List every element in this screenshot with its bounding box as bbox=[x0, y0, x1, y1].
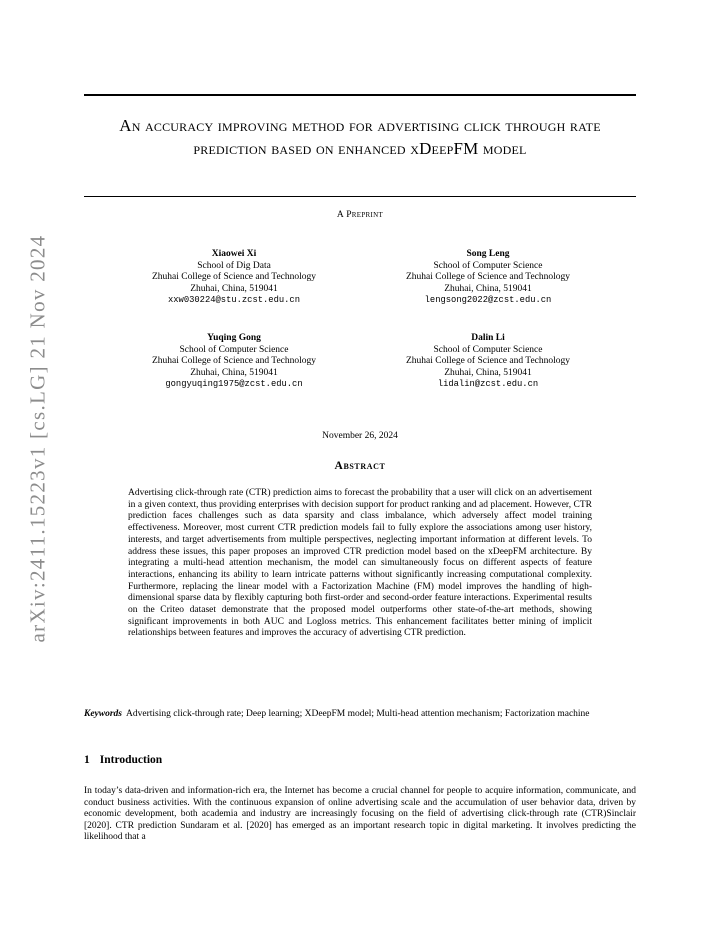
author-email: lidalin@zcst.edu.cn bbox=[437, 379, 539, 389]
arxiv-identifier-text: arXiv:2411.15223v1 [cs.LG] 21 Nov 2024 bbox=[25, 234, 50, 642]
section-number: 1 bbox=[84, 754, 90, 766]
author-email: xxw030224@stu.zcst.edu.cn bbox=[168, 295, 300, 305]
author-block bbox=[368, 249, 608, 307]
author-name: Yuqing Gong bbox=[207, 333, 261, 343]
abstract-text: Advertising click-through rate (CTR) prediction aims to forecast the probability that a user will click on an advertisement in a given context, thus providing enterprises with decision support for product ranking and ad placement. However, CTR prediction faces challenges such as data sparsity and class imbalance, which adversely affect model training effectiveness. Moreover, most current CTR prediction models fail to fully explore the associations among user history, interests, and target advertisements from multiple perspectives, neglecting important information at different levels. To address these issues, this paper proposes an improved CTR prediction model based on the xDeepFM architecture. By integrating a multi-head attention mechanism, the model can simultaneously focus on different aspects of feature interactions, enhancing its ability to learn intricate patterns without significantly increasing computational complexity. Furthermore, replacing the linear model with a Factorization Machine (FM) model improves the handling of high-dimensional sparse data by flexibly capturing both first-order and second-order feature interactions. Experimental results on the Criteo dataset demonstrate that the proposed model outperforms other state-of-the-art methods, showing significant improvements in both AUC and Logloss metrics. This enhancement facilitates better mining of implicit relationships between features and improves the accuracy of advertising CTR prediction. bbox=[128, 488, 592, 639]
arxiv-identifier-stamp bbox=[14, 234, 62, 642]
title-rule-top bbox=[84, 94, 636, 96]
author-department: School of Computer Science bbox=[433, 344, 543, 355]
preprint-label: A Preprint bbox=[336, 210, 384, 220]
author-department: School of Dig Data bbox=[197, 260, 271, 271]
author-block bbox=[114, 249, 354, 307]
author-location: Zhuhai, China, 519041 bbox=[190, 283, 278, 294]
keywords-line bbox=[84, 709, 636, 721]
author-college: Zhuhai College of Science and Technology bbox=[405, 356, 571, 366]
abstract-heading: Abstract bbox=[334, 460, 386, 472]
author-email: gongyuqing1975@zcst.edu.cn bbox=[165, 379, 303, 389]
author-location: Zhuhai, China, 519041 bbox=[190, 367, 278, 378]
author-location: Zhuhai, China, 519041 bbox=[444, 283, 532, 294]
paper-title: An accuracy improving method for advertising click through rate prediction based on enhanced xDeepFM model bbox=[119, 116, 601, 158]
author-name: Xiaowei Xi bbox=[211, 249, 257, 259]
keywords-text: Advertising click-through rate; Deep learning; XDeepFM model; Multi-head attention mechanism; Factorization machine bbox=[126, 709, 590, 719]
keywords-label: Keywords bbox=[84, 709, 122, 719]
author-college: Zhuhai College of Science and Technology bbox=[405, 272, 571, 282]
author-block bbox=[368, 333, 608, 391]
author-block bbox=[114, 333, 354, 391]
publication-date: November 26, 2024 bbox=[322, 431, 398, 441]
section-title: Introduction bbox=[99, 754, 163, 766]
author-name: Dalin Li bbox=[471, 333, 505, 343]
author-location: Zhuhai, China, 519041 bbox=[444, 367, 532, 378]
section-heading bbox=[84, 754, 162, 766]
author-department: School of Computer Science bbox=[179, 344, 289, 355]
author-college: Zhuhai College of Science and Technology bbox=[151, 356, 317, 366]
author-email: lengsong2022@zcst.edu.cn bbox=[424, 295, 552, 305]
author-department: School of Computer Science bbox=[433, 260, 543, 271]
author-name: Song Leng bbox=[466, 249, 510, 259]
title-rule-bottom bbox=[84, 196, 636, 197]
introduction-paragraph: In today’s data-driven and information-rich era, the Internet has become a crucial channel for people to acquire information, communicate, and conduct business activities. With the continuous expansion of online advertising scale and the accumulation of user behavior data, driven by economic development, both academia and industry are increasingly focusing on the field of advertising click-through rate (CTR)Sinclair [2020]. CTR prediction Sundaram et al. [2020] has emerged as an important research topic in digital marketing. It involves predicting the likelihood that a bbox=[84, 786, 636, 842]
author-college: Zhuhai College of Science and Technology bbox=[151, 272, 317, 282]
